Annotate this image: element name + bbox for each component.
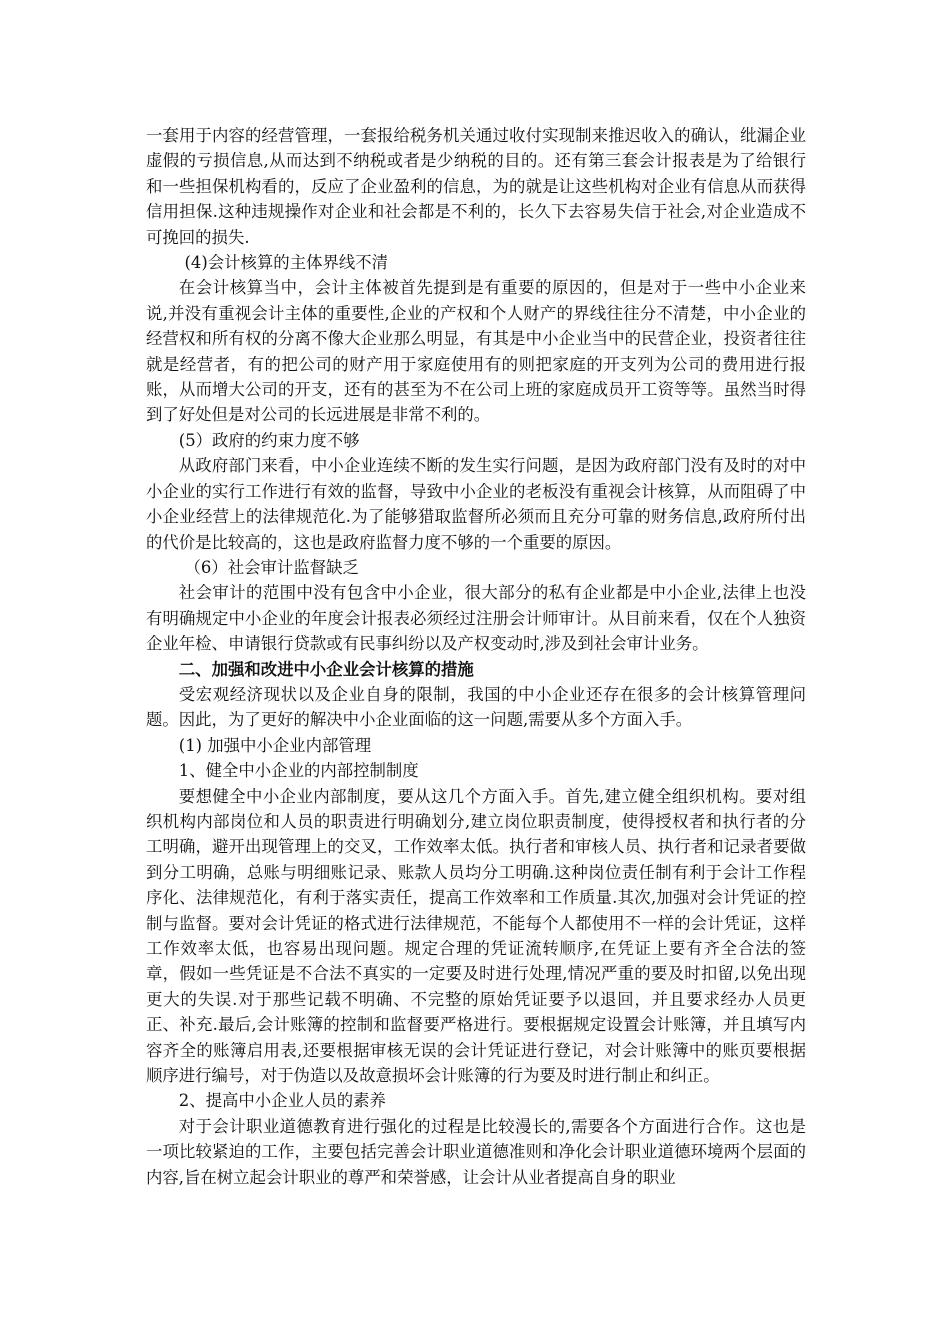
paragraph-social-audit: 社会审计的范围中没有包含中小企业，很大部分的私有企业都是中小企业,法律上也没有明确规定中小企业的年度会计报表必须经过注册会计师审计。从目前来看，仅在个人独资企业年检、申请银行贷款或有民事纠纷以及产权变动时,涉及到社会审计业务。 (146, 583, 806, 654)
subheading-internal-management: (1) 加强中小企业内部管理 (178, 735, 372, 755)
paragraph-intro: 受宏观经济现状以及企业自身的限制，我国的中小企业还存在很多的会计核算管理问题。因此，为了更好的解决中小企业面临的这一问题,需要从多个方面入手。 (146, 684, 806, 730)
paragraph-accounting-entity: 在会计核算当中，会计主体被首先提到是有重要的原因的，但是对于一些中小企业来说,并没有重视会计主体的重要性,企业的产权和个人财产的界线往往分不清楚，中小企业的经营权和所有权的分离不像大企业那么明显，有其是中小企业当中的民营企业，投资者往往就是经营者，有的把公司的财产用于家庭使用有的则把家庭的开支列为公司的费用进行报账，从而增大公司的开支，还有的甚至为不在公司上班的家庭成员开工资等等。虽然当时得到了好处但是对公司的长远进展是非常不利的。 (146, 278, 806, 425)
document-page (146, 123, 806, 1190)
subheading-4: (4)会计核算的主体界线不清 (184, 253, 389, 273)
section-heading: 二、加强和改进中小企业会计核算的措施 (178, 659, 474, 679)
subheading-internal-control: 1、健全中小企业的内部控制制度 (178, 761, 419, 781)
subheading-6: （6）社会审计监督缺乏 (184, 557, 359, 577)
subheading-staff-quality: 2、提高中小企业人员的素养 (178, 1091, 386, 1111)
subheading-5: (5）政府的约束力度不够 (178, 430, 360, 450)
paragraph-continuation: 一套用于内容的经营管理，一套报给税务机关通过收付实现制来推迟收入的确认，纰漏企业虚假的亏损信息,从而达到不纳税或者是少纳税的目的。还有第三套会计报表是为了给银行和一些担保机构看的，反应了企业盈利的信息，为的就是让这些机构对企业有信息从而获得信用担保.这种违规操作对企业和社会都是不利的，长久下去容易失信于社会,对企业造成不可挽回的损失. (146, 126, 806, 247)
paragraph-government: 从政府部门来看，中小企业连续不断的发生实行问题，是因为政府部门没有及时的对中小企业的实行工作进行有效的监督，导致中小企业的老板没有重视会计核算，从而阻碍了中小企业经营上的法律规范化.为了能够猎取监督所必须而且充分可靠的财务信息,政府所付出的代价是比较高的，这也是政府监督力度不够的一个重要的原因。 (146, 456, 806, 552)
paragraph-internal-control: 要想健全中小企业内部制度，要从这几个方面入手。首先,建立健全组织机构。要对组织机构内部岗位和人员的职责进行明确划分,建立岗位职责制度，使得授权者和执行者的分工明确，避开出现管理上的交叉，工作效率太低。执行者和审核人员、执行者和记录者要做到分工明确，总账与明细账记录、账款人员均分工明确.这种岗位责任制有利于会计工作程序化、法律规范化，有利于落实责任，提高工作效率和工作质量.其次,加强对会计凭证的控制与监督。要对会计凭证的格式进行法律规范，不能每个人都使用不一样的会计凭证，这样工作效率太低，也容易出现问题。规定合理的凭证流转顺序,在凭证上要有齐全合法的签章，假如一些凭证是不合法不真实的一定要及时进行处理,情况严重的要及时扣留,以免出现更大的失误.对于那些记载不明确、不完整的原始凭证要予以退回，并且要求经办人员更正、补充.最后,会计账簿的控制和监督要严格进行。要根据规定设置会计账簿，并且填写内容齐全的账簿启用表,还要根据审核无误的会计凭证进行登记，对会计账簿中的账页要根据顺序进行编号，对于伪造以及故意损坏会计账簿的行为要及时进行制止和纠正。 (146, 786, 806, 1086)
paragraph-ethics: 对于会计职业道德教育进行强化的过程是比较漫长的,需要各个方面进行合作。这也是一项比较紧迫的工作，主要包括完善会计职业道德准则和净化会计职业道德环境两个层面的内容,旨在树立起会计职业的尊严和荣誉感，让会计从业者提高自身的职业 (146, 1116, 806, 1187)
